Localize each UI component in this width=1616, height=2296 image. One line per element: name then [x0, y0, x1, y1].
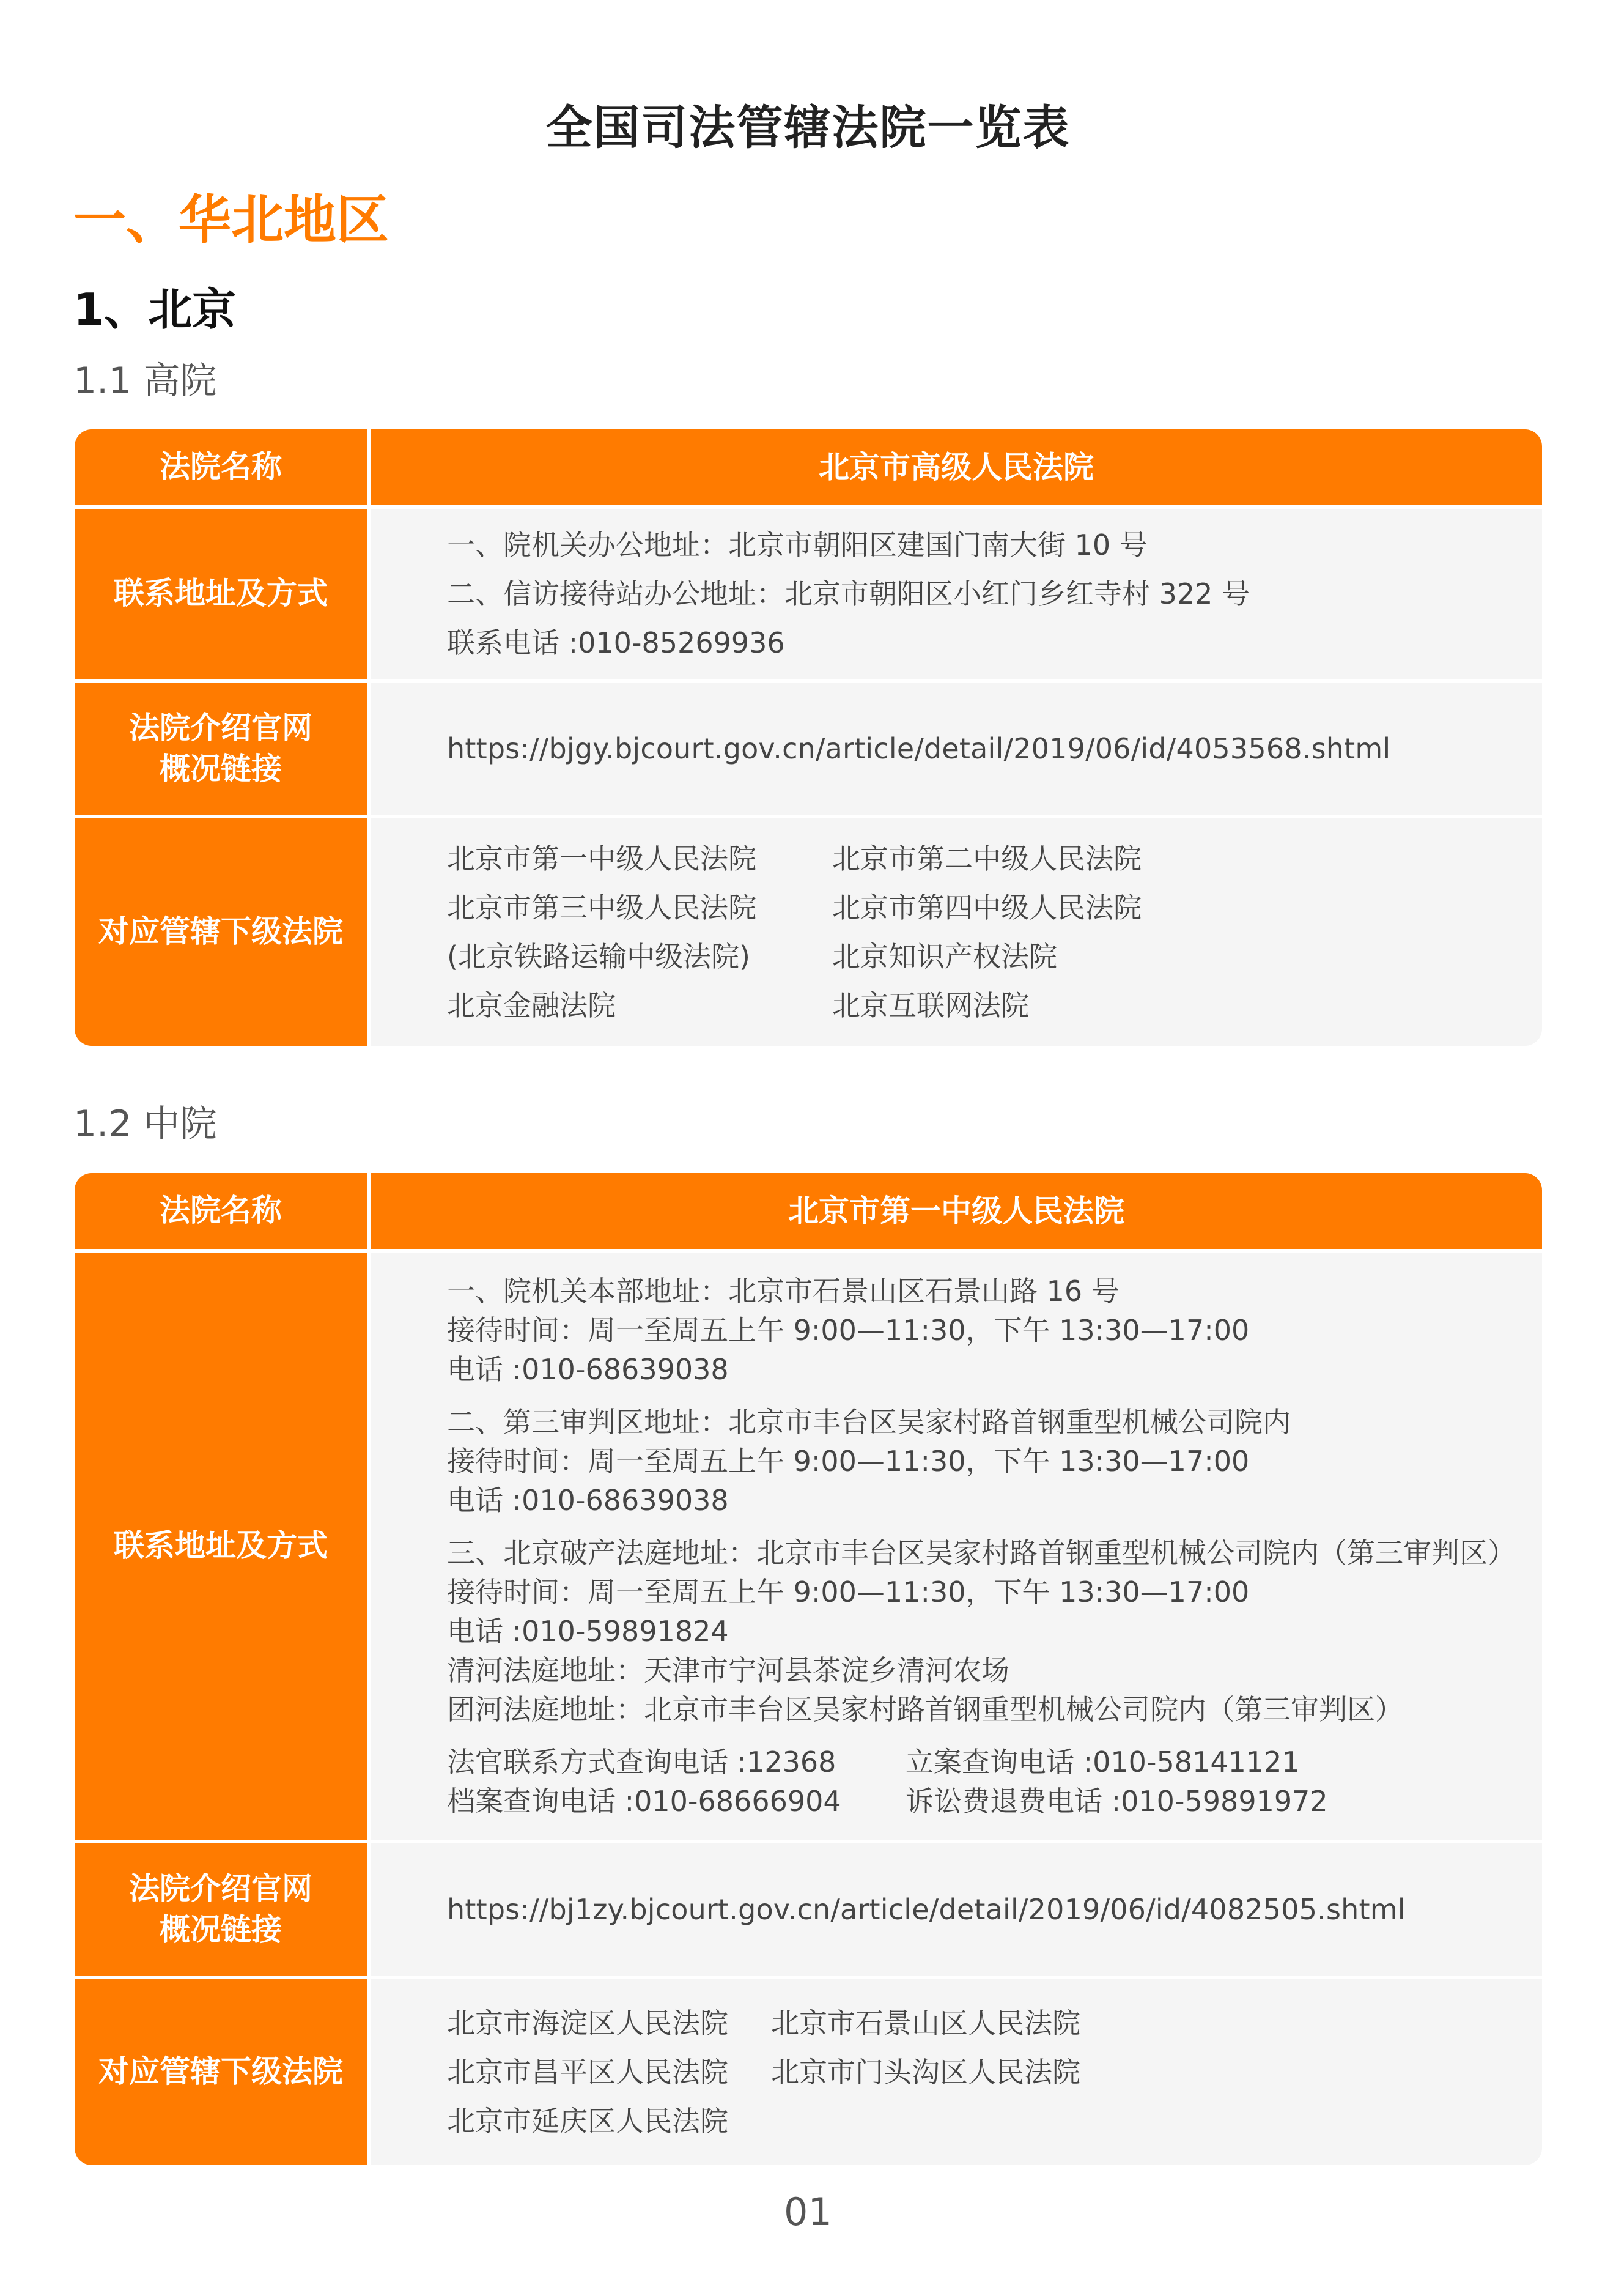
- address-block: [447, 1402, 1530, 1520]
- intro-label-line2: 概况链接: [160, 751, 282, 787]
- court-name-value: 北京市第一中级人民法院: [371, 1173, 1542, 1249]
- section-subtitle-high-court: 1.1 高院: [73, 360, 217, 402]
- list-item: 北京市第四中级人民法院: [832, 891, 1142, 924]
- court-name-row: [75, 429, 1542, 505]
- list-item: 北京市第三中级人民法院: [447, 891, 756, 924]
- list-item: 北京知识产权法院: [832, 940, 1057, 973]
- list-item: 北京互联网法院: [832, 989, 1029, 1022]
- phone-item: 立案查询电话 :010-58141121: [906, 1746, 1300, 1779]
- list-item: 北京市昌平区人民法院: [447, 2056, 728, 2089]
- contact-row: [75, 1249, 1542, 1840]
- contact-line: 接待时间：周一至周五上午 9:00—11:30，下午 13:30—17:00: [447, 1314, 1250, 1347]
- contact-line: 电话 :010-59891824: [447, 1615, 729, 1648]
- phone-item: 档案查询电话 :010-68666904: [447, 1785, 841, 1818]
- address-block: [447, 1272, 1530, 1389]
- subordinate-courts-list: [371, 818, 1542, 1046]
- contact-line: 三、北京破产法庭地址：北京市丰台区吴家村路首钢重型机械公司院内（第三审判区）: [447, 1536, 1516, 1569]
- contact-line: 团河法庭地址：北京市丰台区吴家村路首钢重型机械公司院内（第三审判区）: [447, 1693, 1403, 1726]
- contact-line: 二、第三审判区地址：北京市丰台区吴家村路首钢重型机械公司院内: [447, 1405, 1291, 1439]
- contact-label: 联系地址及方式: [75, 509, 367, 679]
- subordinate-courts-label: 对应管辖下级法院: [75, 1979, 367, 2165]
- intermediate-court-table: [75, 1173, 1542, 2165]
- contact-line: 一、院机关本部地址：北京市石景山区石景山路 16 号: [447, 1275, 1120, 1308]
- contact-line: 电话 :010-68639038: [447, 1484, 729, 1517]
- subordinate-courts-row: [75, 1976, 1542, 2165]
- high-court-table: [75, 429, 1542, 1046]
- intro-link-row: [75, 679, 1542, 815]
- contact-line: 接待时间：周一至周五上午 9:00—11:30，下午 13:30—17:00: [447, 1576, 1250, 1609]
- page-number: 01: [784, 2190, 832, 2234]
- court-name-label: 法院名称: [75, 1173, 367, 1249]
- court-name-value: 北京市高级人民法院: [371, 429, 1542, 505]
- phone-item: 法官联系方式查询电话 :12368: [447, 1746, 836, 1779]
- city-heading: 1、北京: [73, 284, 237, 335]
- subordinate-courts-list: [371, 1979, 1542, 2165]
- region-heading: 一、华北地区: [73, 190, 389, 251]
- intro-url-link[interactable]: https://bjgy.bjcourt.gov.cn/article/detail/2019/06/id/4053568.shtml: [447, 732, 1391, 765]
- intro-link-label: [75, 1843, 367, 1976]
- phone-list: [447, 1742, 1530, 1821]
- court-name-row: [75, 1173, 1542, 1249]
- list-item: 北京市门头沟区人民法院: [771, 2056, 1080, 2089]
- document-title: 全国司法管辖法院一览表: [545, 100, 1071, 155]
- contact-content: [371, 1253, 1542, 1840]
- list-item: 北京市海淀区人民法院: [447, 2007, 728, 2040]
- contact-line: 联系电话 :010-85269936: [447, 626, 785, 659]
- phone-item: 诉讼费退费电话 :010-59891972: [906, 1785, 1328, 1818]
- intro-link-row: [75, 1840, 1542, 1976]
- intro-label-line1: 法院介绍官网: [129, 1870, 312, 1906]
- contact-line: 电话 :010-68639038: [447, 1353, 729, 1386]
- section-subtitle-intermediate-court: 1.2 中院: [73, 1103, 217, 1146]
- subordinate-courts-row: [75, 815, 1542, 1046]
- contact-line: 二、信访接待站办公地址：北京市朝阳区小红门乡红寺村 322 号: [447, 577, 1250, 610]
- contact-line: 一、院机关办公地址：北京市朝阳区建国门南大街 10 号: [447, 528, 1148, 561]
- subordinate-courts-label: 对应管辖下级法院: [75, 818, 367, 1046]
- court-name-label: 法院名称: [75, 429, 367, 505]
- contact-line: 接待时间：周一至周五上午 9:00—11:30，下午 13:30—17:00: [447, 1445, 1250, 1478]
- contact-content: [371, 509, 1542, 679]
- address-block: [447, 1533, 1530, 1729]
- intro-label-line1: 法院介绍官网: [129, 709, 312, 746]
- contact-label: 联系地址及方式: [75, 1253, 367, 1840]
- contact-line: 清河法庭地址：天津市宁河县茶淀乡清河农场: [447, 1654, 1009, 1687]
- list-item: 北京市第二中级人民法院: [832, 842, 1142, 875]
- list-item: 北京市石景山区人民法院: [771, 2007, 1080, 2040]
- list-item: (北京铁路运输中级法院): [447, 940, 750, 973]
- intro-url-link[interactable]: https://bj1zy.bjcourt.gov.cn/article/detail/2019/06/id/4082505.shtml: [447, 1893, 1406, 1926]
- intro-link-label: [75, 683, 367, 815]
- intro-label-line2: 概况链接: [160, 1912, 282, 1947]
- contact-row: [75, 505, 1542, 679]
- list-item: 北京市第一中级人民法院: [447, 842, 756, 875]
- list-item: 北京金融法院: [447, 989, 616, 1022]
- list-item: 北京市延庆区人民法院: [447, 2105, 728, 2138]
